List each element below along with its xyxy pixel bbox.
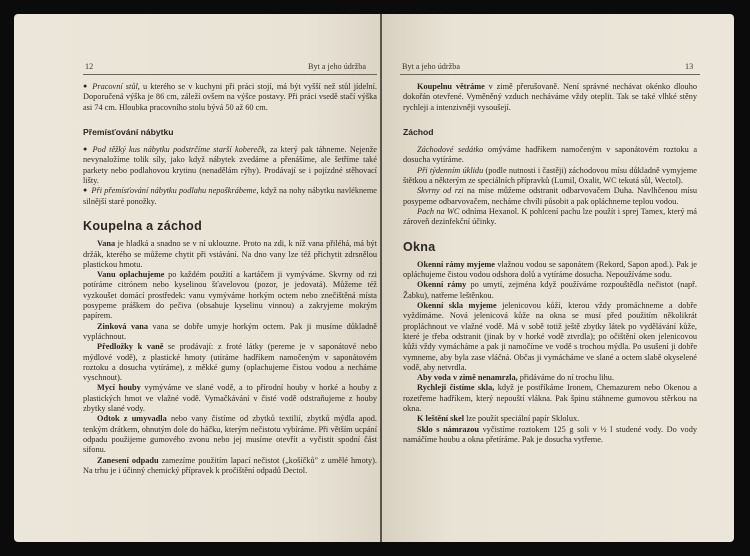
paragraph-text: po umytí, zejména když používáme rozpouštědla nečistot (např. Žabku), natřeme leštěnkou. xyxy=(403,280,697,300)
subsection-heading: Přemísťování nábytku xyxy=(83,126,174,137)
paragraph-bold-lead: Odtok z umyvadla xyxy=(97,414,167,424)
paragraph-bold-lead: Rychleji čistíme skla, xyxy=(417,383,495,393)
paragraph xyxy=(403,425,697,446)
right-page xyxy=(382,14,734,542)
paragraph xyxy=(403,82,697,113)
paragraph-text: nebo vany čistíme od zbytků textilií, zbytků mýdla apod. tenkým drátkem, ohnutým dole do háčku, kterým nečistotu vybíráme. Při větším ucpání odpadu použijeme gumového zvonu nebo jej musíme otevřít a vyčistit spodní část sifonu. xyxy=(83,414,378,455)
running-head-right: Byt a jeho údržba xyxy=(402,62,460,71)
paragraph xyxy=(83,414,377,455)
paragraph-text: jelenicovou kůží, kterou vždy promáchneme a dobře vyždímáme. Nová jelenicová kůže na okna se musí před použitím několikrát propláchnout ve vlažné vodě. Má v sobě totiž ještě zbytky látek po vydělávání kůže, které je třeba odstranit (jinak by v horké vodě ztvrdla); po očištění oken jelenicovou kůži vždy vymácháme a pak ji namočíme ve vodě s trochou mýdla. Po usušení ji dobře vymneme, aby byla zase vláčná. Občas ji vymácháme ve slané a octem slabě okyselené vodě, aby netvrdla. xyxy=(403,301,697,372)
section-heading: Okna xyxy=(403,239,436,254)
paragraph-italic-lead: Pracovní stůl, xyxy=(92,82,140,91)
paragraph-text: vlažnou vodou se saponátem (Rekord, Sapon apod.). Pak je opláchujeme čistou vodou odshora dolů a vytíráme dosucha. Nepoužíváme sodu. xyxy=(403,259,697,280)
right-page-text xyxy=(403,82,697,445)
paragraph-bold-lead: Zanesení odpadu xyxy=(97,455,159,465)
paragraph xyxy=(83,186,377,207)
page-number-right: 13 xyxy=(685,62,694,71)
paragraph xyxy=(83,456,377,477)
paragraph xyxy=(83,270,377,321)
paragraph-bold-lead: Vana xyxy=(97,239,116,249)
paragraph-italic-lead: Skvrny od rzi xyxy=(417,186,464,196)
section-heading: Koupelna a záchod xyxy=(83,218,203,233)
paragraph-italic-lead: Pach na WC xyxy=(417,206,460,216)
paragraph-text: když je postříkáme Ironem, Chemazurem nebo Okenou a rozetřeme hadříkem, který nepouští vlákna. Pak špinu stáhneme gumovou stěrkou na okna. xyxy=(403,383,697,414)
paragraph-text: vana se dobře umyje horkým octem. Pak ji musíme důkladně vypláchnout. xyxy=(83,321,377,341)
paragraph-text: v zimě přerušovaně. Není správné nechávat okénko dlouho dokořán otevřené. Vyměněný vzduch necháváme vždy oteplit. Tak se také vlhké stěny rychleji a intenzivněji vysoušejí. xyxy=(403,82,698,112)
paragraph-text: vyčistíme roztokem 125 g soli v ½ l studené vody. Do vody namáčíme houbu a okna přetíráme. Pak je dosucha vytřeme. xyxy=(403,424,697,444)
paragraph-bold-lead: K leštění skel xyxy=(417,414,465,424)
paragraph-italic-lead: Záchodové sedátko xyxy=(417,145,484,155)
paragraph-italic-lead: Pod těžký kus nábytku podstrčíme starší koberečk, xyxy=(92,145,267,155)
left-page xyxy=(14,14,381,542)
paragraph-text: (podle nutnosti i častěji) záchodovou mísu důkladně vymyjeme štětkou a některým ze speciálních přípravků (Lumil, Oxalit, WC tekutá sůl, Wectol). xyxy=(403,165,697,186)
paragraph-text: omýváme hadříkem namočeným v saponátovém roztoku a dosucha vytíráme. xyxy=(403,145,697,165)
paragraph xyxy=(83,383,377,414)
paragraph-text: na míse můžeme odstranit odbarvovačem Duha. Navlhčenou mísu posypeme odbarvovačem, necháme chvíli působit a pak opláchneme teplou vodou. xyxy=(403,186,697,206)
page-number-left: 12 xyxy=(85,62,94,71)
paragraph-text: se prodávají: z froté látky (pereme je v saponátové nebo mýdlové vodě), z plastické hmoty (utíráme hadříkem namočeným v saponátovém roztoku a dosucha vytíráme), z měkké gumy (oplachujeme čistou vodou a necháme vyschnout). xyxy=(83,342,377,383)
paragraph xyxy=(83,322,377,343)
paragraph-text: odníma Hexanol. K pohlcení pachu lze použít i sprej Tamex, který má zároveň dezinfekční účinky. xyxy=(403,206,697,227)
header-rule-left xyxy=(83,74,377,75)
paragraph-italic-lead: Při týdenním úklidu xyxy=(417,165,484,175)
paragraph-text: za který pak táhneme. Nejenže nevynaložíme tolik síly, jako když nábytek zvedáme a přenášíme, ale šetříme také parkety nebo podlahovou krytinu (nenadělám rýhy). Prodávají se i pojízdné stěhovací lišty. xyxy=(83,145,377,186)
paragraph xyxy=(403,301,697,373)
paragraph-text: vymýváme ve slané vodě, a to přírodní houby v horké a houby z plastických hmot ve vlažné vodě. Vymačkávání v čisté vodě odstraňujeme z houby zbytky slané vody. xyxy=(83,383,377,414)
paragraph xyxy=(403,186,697,207)
paragraph-bold-lead: Vanu oplachujeme xyxy=(97,270,165,280)
left-page-text xyxy=(83,82,377,476)
paragraph-bold-lead: Předložky k vaně xyxy=(97,342,164,352)
paragraph-text: zamezíme použitím lapací nečistot („košíčků" z umělé hmoty). Na trhu je i účinný chemický přípravek k pročištění odpadů Dectol. xyxy=(83,455,378,475)
paragraph-bold-lead: Zinková vana xyxy=(97,321,149,331)
paragraph-bold-lead: Koupelnu větráme xyxy=(417,82,485,91)
paragraph xyxy=(83,82,377,113)
paragraph xyxy=(403,207,697,228)
paragraph xyxy=(403,383,697,414)
paragraph-bold-lead: Okenní skla myjeme xyxy=(417,301,497,311)
paragraph-bold-lead: Okenní rámy xyxy=(417,280,467,290)
paragraph-bold-lead: Okenní rámy myjeme xyxy=(417,259,495,269)
paragraph-bold-lead: Sklo s námrazou xyxy=(417,424,480,434)
paragraph-text: po každém použití a kartáčem ji vymýváme. Skvrny od rzi potíráme citrónem nebo kyselinou šťavelovou (pozor, je jedovatá). Můžeme též vyzkoušet domácí prostředek: vanu vymýváme horkým octem nebo znečištěná místa posypeme práškem do pečiva (obsahuje kyselinu vinnou) a zakryjeme mokrým papírem. xyxy=(83,270,377,321)
paragraph xyxy=(403,414,697,424)
paragraph xyxy=(403,145,697,166)
paragraph xyxy=(403,260,697,281)
paragraph xyxy=(83,342,377,383)
paragraph xyxy=(403,373,697,383)
paragraph-bold-lead: Mycí houby xyxy=(97,383,141,393)
header-rule-right xyxy=(400,74,700,75)
paragraph-text: u kterého se v kuchyni při práci stojí, má být vyšší než stůl jídelní. Doporučená výška je 86 cm, záleží ovšem na výšce postavy. Při práci vsedě stačí výška asi 74 cm. Hloubka pracovního stolu bývá 50 až 60 cm. xyxy=(83,82,377,112)
paragraph-text: přidáváme do ní trochu lihu. xyxy=(517,373,615,383)
paragraph xyxy=(83,145,377,186)
paragraph-italic-lead: Při přemísťování nábytku podlahu nepoškrábeme, xyxy=(91,186,259,196)
paragraph-bold-lead: Aby voda v zimě nenamrzla, xyxy=(417,373,518,383)
paragraph xyxy=(403,166,697,187)
subsection-heading: Záchod xyxy=(403,126,434,137)
paragraph-text: je hladká a snadno se v ní uklouzne. Proto na zdi, k níž vana přiléhá, má být držák, kterého se můžeme chytit při vstávání. Na dno vany lze též přichytit zdrsnělou plastickou hmotu. xyxy=(83,239,377,269)
paragraph xyxy=(403,280,697,301)
paragraph xyxy=(83,239,377,270)
running-head-left: Byt a jeho údržba xyxy=(308,62,366,71)
paragraph-text: když na nohy nábytku navlékneme silnější staré ponožky. xyxy=(83,186,377,206)
paragraph-text: lze použít speciální papír Sklolux. xyxy=(464,414,580,424)
